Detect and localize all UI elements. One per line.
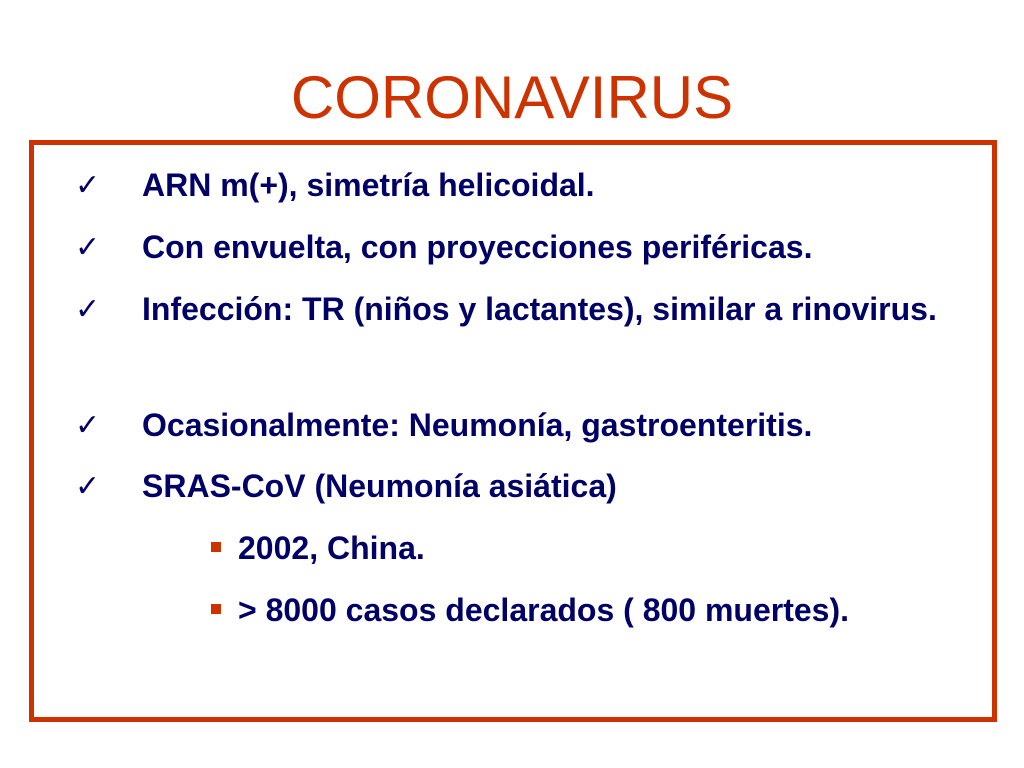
bullet-text: ARN m(+), simetría helicoidal. [142, 167, 595, 203]
checkmark-icon: ✓ [75, 230, 101, 265]
sub-bullet-text: > 8000 casos declarados ( 800 muertes). [238, 592, 850, 628]
slide-title: CORONAVIRUS [290, 64, 734, 131]
checkmark-icon: ✓ [75, 408, 101, 443]
checkmark-icon: ✓ [75, 469, 101, 504]
bullet-item [75, 281, 992, 338]
bullet-text: Con envuelta, con proyecciones periféricas. [142, 229, 813, 265]
bullet-item [75, 219, 992, 276]
content-box [29, 140, 997, 722]
checkmark-icon: ✓ [75, 168, 101, 203]
square-bullet-icon [211, 542, 221, 552]
bullet-text: Ocasionalmente: Neumonía, gastroenteritis. [142, 407, 813, 443]
sub-bullet-text: 2002, China. [238, 530, 425, 566]
bullet-item [75, 157, 992, 214]
bullet-text: SRAS-CoV (Neumonía asiática) [142, 468, 617, 504]
sub-bullet-item [238, 520, 858, 577]
checkmark-icon: ✓ [75, 292, 101, 327]
sub-bullet-item [238, 582, 858, 639]
square-bullet-icon [211, 604, 221, 614]
bullet-item [75, 397, 992, 454]
bullet-text: Infección: TR (niños y lactantes), similar a rinovirus. [142, 291, 937, 327]
bullet-item [75, 458, 992, 515]
